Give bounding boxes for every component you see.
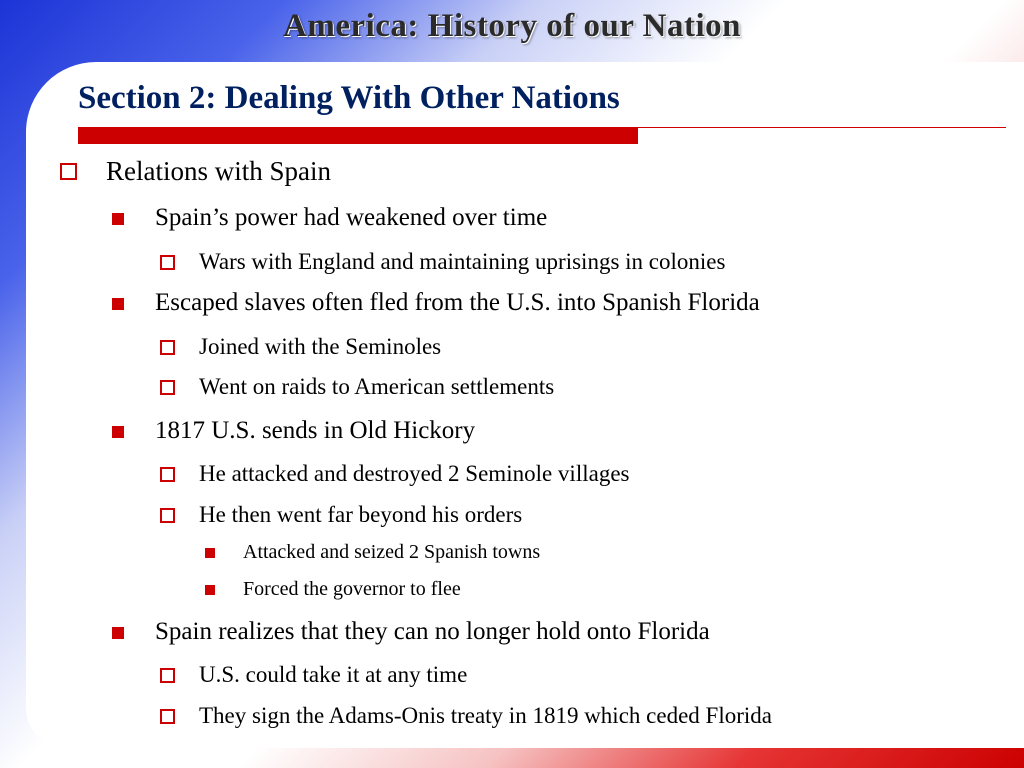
solid-square-bullet-icon <box>205 548 215 558</box>
hollow-square-bullet-icon <box>160 380 175 395</box>
bullet-item <box>199 662 467 688</box>
bullet-item <box>199 461 629 487</box>
hollow-square-bullet-icon <box>60 163 77 180</box>
bullet-item <box>155 289 760 317</box>
hollow-square-bullet-icon <box>160 467 175 482</box>
bullet-item <box>199 703 772 729</box>
hollow-square-bullet-icon <box>160 668 175 683</box>
bullet-text: Escaped slaves often fled from the U.S. into Spanish Florida <box>155 289 760 316</box>
bullet-text: Forced the governor to flee <box>243 578 461 600</box>
course-banner-title: America: History of our Nation <box>283 8 741 44</box>
hollow-square-bullet-icon <box>160 709 175 724</box>
slide-title: Section 2: Dealing With Other Nations <box>78 80 620 116</box>
bullet-item <box>155 204 547 232</box>
bullet-item <box>155 618 710 646</box>
bullet-item <box>155 417 475 445</box>
bullet-text: Went on raids to American settlements <box>199 374 555 399</box>
solid-square-bullet-icon <box>112 213 124 225</box>
bullet-text: Relations with Spain <box>106 156 331 186</box>
solid-square-bullet-icon <box>205 585 215 595</box>
solid-square-bullet-icon <box>112 298 124 310</box>
bullet-text: 1817 U.S. sends in Old Hickory <box>155 417 476 444</box>
bullet-item <box>199 502 522 528</box>
bullet-item <box>106 156 331 187</box>
solid-square-bullet-icon <box>112 426 124 438</box>
hollow-square-bullet-icon <box>160 340 175 355</box>
bullet-text: They sign the Adams-Onis treaty in 1819 which ceded Florida <box>199 703 772 728</box>
bullet-item <box>199 249 725 275</box>
bullet-item <box>199 374 554 400</box>
bullet-item <box>199 334 441 360</box>
bullet-text: Attacked and seized 2 Spanish towns <box>243 541 541 563</box>
hollow-square-bullet-icon <box>160 508 175 523</box>
bullet-text: U.S. could take it at any time <box>199 662 468 687</box>
hollow-square-bullet-icon <box>160 255 175 270</box>
solid-square-bullet-icon <box>112 627 124 639</box>
bullet-text: Spain’s power had weakened over time <box>155 204 548 231</box>
bullet-item <box>243 541 540 564</box>
bullet-text: Wars with England and maintaining uprisings in colonies <box>199 249 726 274</box>
bullet-item <box>243 578 461 601</box>
bullet-text: He attacked and destroyed 2 Seminole villages <box>199 461 630 486</box>
bullet-text: Joined with the Seminoles <box>199 334 442 359</box>
bullet-text: He then went far beyond his orders <box>199 502 523 527</box>
bullet-text: Spain realizes that they can no longer hold onto Florida <box>155 618 710 645</box>
